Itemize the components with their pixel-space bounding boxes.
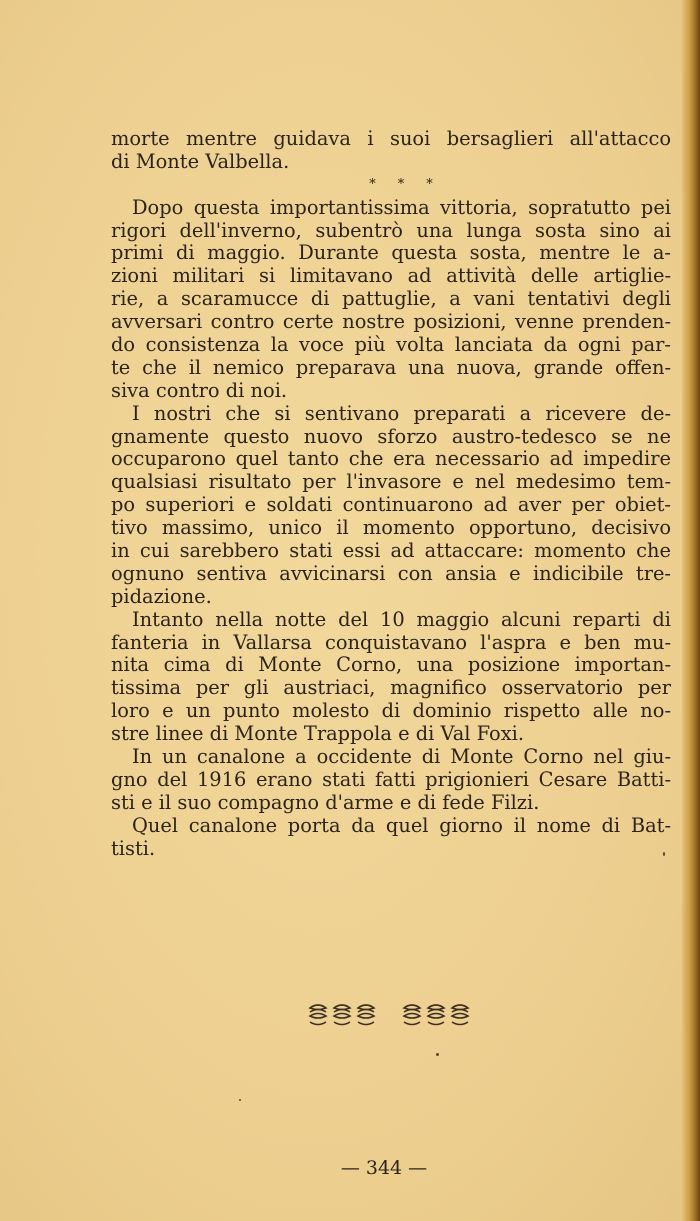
text-line: rigori dell'inverno, subentrò una lunga sosta sino ai — [111, 218, 671, 242]
text-line: nita cima di Monte Corno, una posizione importan- — [111, 653, 671, 677]
text-line: gno del 1916 erano stati fatti prigionieri Cesare Batti- — [111, 767, 671, 791]
section-separator — [111, 174, 671, 197]
star-glyph: * — [369, 176, 376, 192]
text-line: pidazione. — [111, 584, 212, 608]
text-line: di Monte Valbella. — [111, 149, 290, 173]
text-line: avversari contro certe nostre posizioni, venne prenden- — [111, 310, 671, 334]
body-text — [111, 128, 671, 861]
text-line: do consistenza la voce più volta lanciata da ogni par- — [111, 333, 671, 357]
text-line: po superiori e soldati continuarono ad aver per obiet- — [111, 493, 671, 517]
text-line: tissima per gli austriaci, magnifico osservatorio per — [111, 676, 671, 700]
page-edge — [682, 0, 700, 1221]
text-line: I nostri che si sentivano preparati a ricevere de- — [132, 401, 671, 425]
text-line: morte mentre guidava i suoi bersaglieri all'attacco — [111, 127, 671, 150]
text-line: stre linee di Monte Trappola e di Val Foxi. — [111, 722, 525, 746]
scroll-ornament-icon — [306, 1000, 472, 1030]
speck — [436, 1053, 439, 1056]
text-line: loro e un punto molesto di dominio rispetto alle no- — [111, 699, 671, 723]
text-line: fanteria in Vallarsa conquistavano l'aspra e ben mu- — [111, 630, 671, 654]
star-glyph: * — [397, 176, 405, 192]
text-line: ognuno sentiva avvicinarsi con ansia e indicibile tre- — [111, 561, 671, 585]
text-line: Dopo questa importantissima vittoria, sopratutto pei — [132, 195, 671, 219]
text-line: siva contro di noi. — [111, 378, 288, 402]
text-line: tivo massimo, unico il momento opportuno, decisivo — [111, 516, 671, 540]
text-line: primi di maggio. Durante questa sosta, mentre le a- — [111, 241, 671, 265]
speck — [239, 1099, 241, 1101]
text-line: te che il nemico preparava una nuova, grande offen- — [111, 355, 671, 379]
speck — [663, 852, 665, 856]
text-line: rie, a scaramucce di pattuglie, a vani tentativi degli — [111, 287, 671, 311]
text-line: Intanto nella notte del 10 maggio alcuni reparti di — [132, 607, 671, 631]
text-line: in cui sarebbero stati essi ad attaccare: momento che — [111, 539, 671, 563]
text-line: In un canalone a occidente di Monte Corno nel giu- — [132, 745, 671, 769]
text-line: Quel canalone porta da quel giorno il nome di Bat- — [132, 813, 671, 837]
text-line: sti e il suo compagno d'arme e di fede Filzi. — [111, 790, 540, 814]
star-glyph: * — [426, 176, 433, 192]
text-line: gnamente questo nuovo sforzo austro-tedesco se ne — [111, 424, 671, 448]
text-line: occuparono quel tanto che era necessario ad impedire — [111, 447, 671, 471]
text-line: tisti. — [111, 836, 156, 860]
text-line: qualsiasi risultato per l'invasore e nel medesimo tem- — [111, 470, 671, 494]
text-line: zioni militari si limitavano ad attività delle artiglie- — [111, 264, 671, 288]
page-number: — 344 — — [340, 1157, 428, 1179]
